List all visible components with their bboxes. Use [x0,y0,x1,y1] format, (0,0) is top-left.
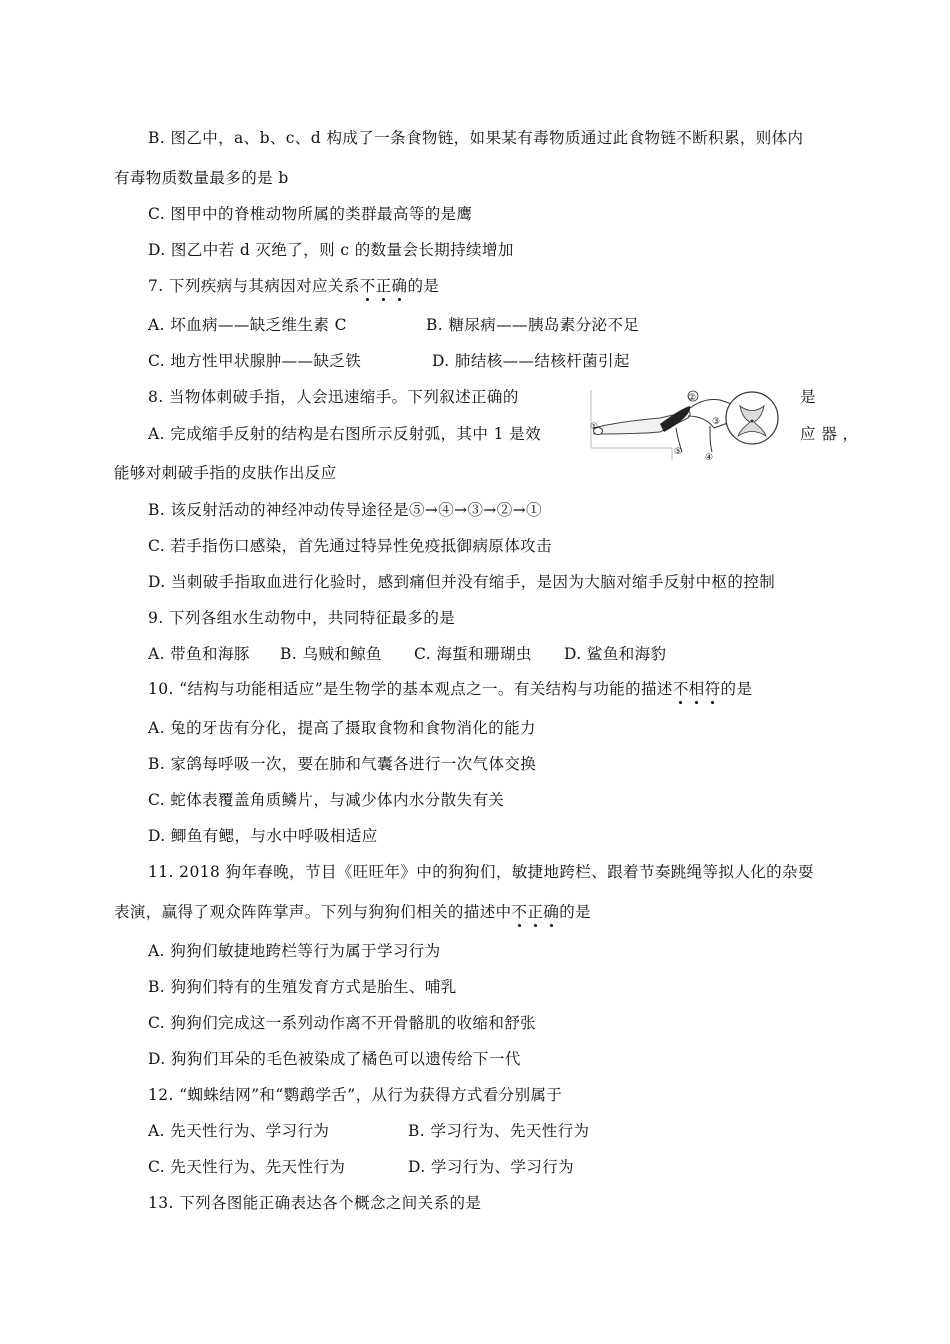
emphasis-char: 不 [672,680,689,698]
emphasis-char: 确 [543,903,560,921]
q10-option-c: C. 蛇体表覆盖角质鳞片，与减少体内水分散失有关 [148,791,505,809]
emphasis-char: 正 [375,277,392,295]
q9-stem: 9. 下列各组水生动物中，共同特征最多的是 [148,609,456,627]
q11-option-d: D. 狗狗们耳朵的毛色被染成了橘色可以遗传给下一代 [148,1050,521,1068]
q6-option-c: C. 图甲中的脊椎动物所属的类群最高等的是鹰 [148,205,473,223]
label-1: ① [590,422,599,432]
q13-stem: 13. 下列各图能正确表达各个概念之间关系的是 [148,1194,482,1212]
q12-option-a: A. 先天性行为、学习行为 [148,1122,330,1140]
q7-option-b: B. 糖尿病——胰岛素分泌不足 [426,316,640,334]
q6-option-b-line1: B. 图乙中，a、b、c、d 构成了一条食物链，如果某有毒物质通过此食物链不断积累，则体内 [148,129,804,147]
reflex-arc-diagram [588,388,794,464]
emphasis-char: 确 [391,277,408,295]
q8-option-b: B. 该反射活动的神经冲动传导途径是⑤→④→③→②→① [148,501,542,519]
q12-option-b: B. 学习行为、先天性行为 [408,1122,590,1140]
q10-stem: 10. “结构与功能相适应”是生物学的基本观点之一。有关结构与功能的描述不相符的是 [148,680,753,698]
q12-option-d: D. 学习行为、学习行为 [408,1158,575,1176]
q8-stem-end: 是 [800,388,816,406]
q10-option-b: B. 家鸽每呼吸一次，要在肺和气囊各进行一次气体交换 [148,755,537,773]
q9-option-b: B. 乌贼和鲸鱼 [280,645,382,663]
q12-option-c: C. 先天性行为、先天性行为 [148,1158,346,1176]
emphasis-char: 不 [359,277,376,295]
q9-option-a: A. 带鱼和海豚 [148,645,250,663]
q11-option-a: A. 狗狗们敏捷地跨栏等行为属于学习行为 [148,942,441,960]
q9-option-d: D. 鲨鱼和海豹 [564,645,667,663]
q6-option-d: D. 图乙中若 d 灭绝了，则 c 的数量会长期持续增加 [148,241,514,259]
emphasis-char: 正 [527,903,544,921]
emphasis-char: 不 [511,903,528,921]
q12-stem: 12. “蜘蛛结网”和“鹦鹉学舌”，从行为获得方式看分别属于 [148,1086,563,1104]
q8-option-a-line2: 能够对刺破手指的皮肤作出反应 [114,464,337,482]
q9-options [148,644,666,664]
q8-option-c: C. 若手指伤口感染，首先通过特异性免疫抵御病原体攻击 [148,537,552,555]
q10-option-a: A. 兔的牙齿有分化，提高了摄取食物和食物消化的能力 [148,719,536,737]
q9-option-c: C. 海蜇和珊瑚虫 [414,645,532,663]
q11-stem-line2: 表演，赢得了观众阵阵掌声。下列与狗狗们相关的描述中不正确的是 [114,903,592,921]
q8-option-a-line1-end: 应 器 ， [800,425,859,443]
q11-stem-line1: 11. 2018 狗年春晚，节目《旺旺年》中的狗狗们，敏捷地跨栏、跟着节奏跳绳等拟人化的杂耍 [148,863,814,881]
q6-option-b-line2: 有毒物质数量最多的是 b [114,169,289,187]
q7-stem: 7. 下列疾病与其病因对应关系不正确的是 [148,277,440,295]
label-2: ② [688,393,697,403]
q11-option-b: B. 狗狗们特有的生殖发育方式是胎生、哺乳 [148,978,457,996]
q7-option-a: A. 坏血病——缺乏维生素 C [148,316,347,334]
q10-option-d: D. 鲫鱼有鳃，与水中呼吸相适应 [148,827,378,845]
q8-option-d: D. 当刺破手指取血进行化验时，感到痛但并没有缩手，是因为大脑对缩手反射中枢的控制 [148,573,776,591]
emphasis-char: 相 [688,680,705,698]
emphasis-char: 符 [704,680,721,698]
label-4: ④ [705,453,714,463]
q7-option-d: D. 肺结核——结核杆菌引起 [432,352,630,370]
label-5: ⑤ [674,447,683,457]
q7-option-c: C. 地方性甲状腺肿——缺乏铁 [148,352,362,370]
q8-stem: 8. 当物体刺破手指，人会迅速缩手。下列叙述正确的 [148,388,519,406]
q11-option-c: C. 狗狗们完成这一系列动作离不开骨骼肌的收缩和舒张 [148,1014,537,1032]
q8-option-a-line1: A. 完成缩手反射的结构是右图所示反射弧，其中 1 是效 [148,425,541,443]
label-3: ③ [712,417,721,427]
